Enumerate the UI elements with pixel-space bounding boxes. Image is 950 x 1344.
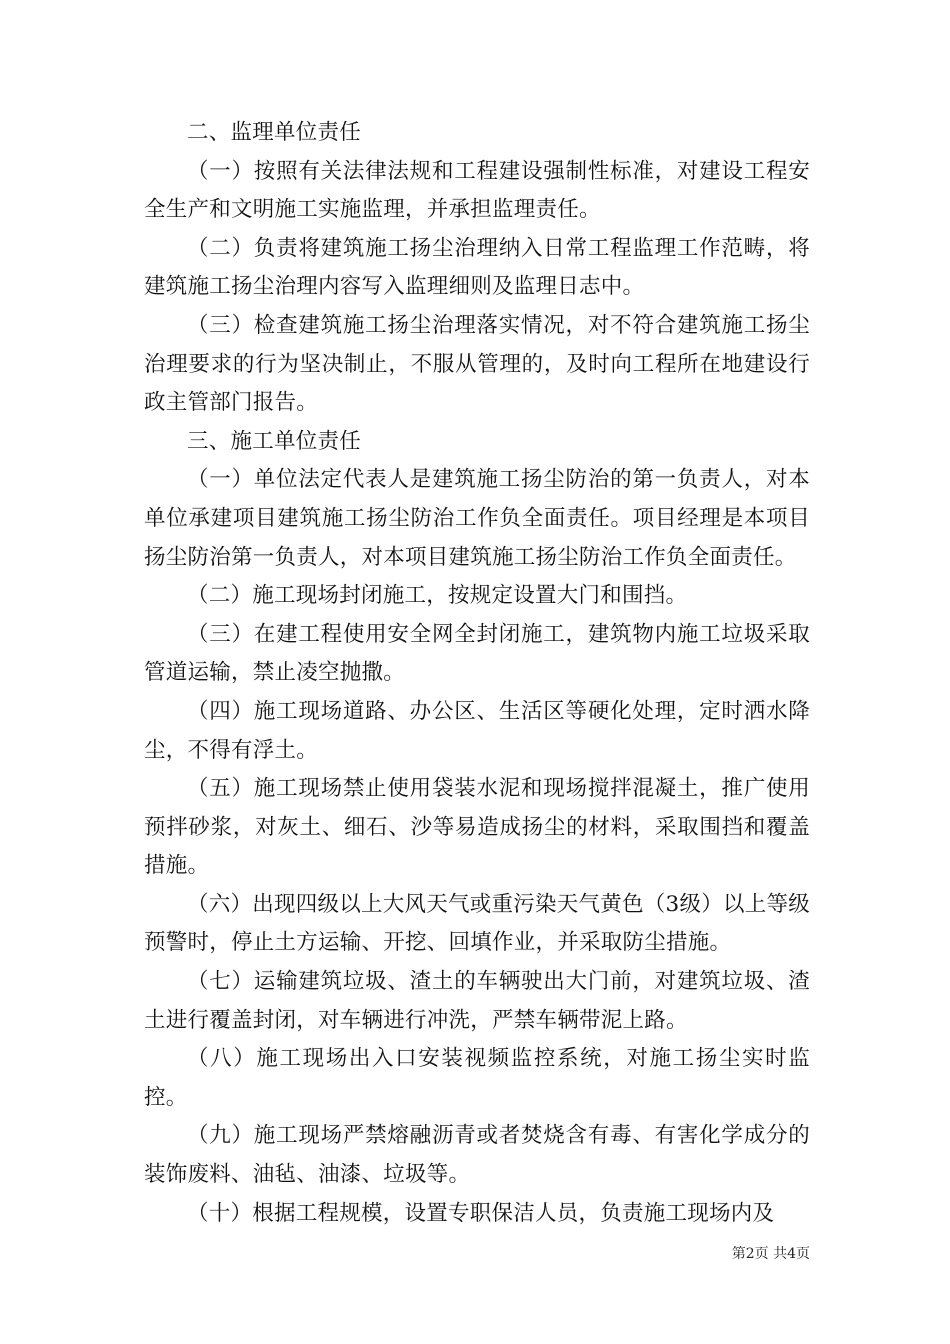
paragraph: （三）在建工程使用安全网全封闭施工，建筑物内施工垃圾采取管道运输，禁止凌空抛撒。 bbox=[144, 621, 810, 686]
paragraph: （五）施工现场禁止使用袋装水泥和现场搅拌混凝土，推广使用预拌砂浆，对灰土、细石、沙等易造成扬尘的材料，采取围挡和覆盖措施。 bbox=[144, 776, 810, 879]
paragraph: （一）单位法定代表人是建筑施工扬尘防治的第一负责人，对本单位承建项目建筑施工扬尘防治工作负全面责任。项目经理是本项目扬尘防治第一负责人，对本项目建筑施工扬尘防治工作负全面责任。 bbox=[144, 467, 810, 570]
paragraph: （十）根据工程规模，设置专职保洁人员，负责施工现场内及 bbox=[187, 1200, 775, 1226]
paragraph: （六）出现四级以上大风天气或重污染天气黄色（3级）以上等级预警时，停止土方运输、开挖、回填作业，并采取防尘措施。 bbox=[144, 891, 810, 956]
paragraph: （七）运输建筑垃圾、渣土的车辆驶出大门前，对建筑垃圾、渣土进行覆盖封闭，对车辆进行冲洗，严禁车辆带泥上路。 bbox=[144, 969, 810, 1033]
paragraph: （八）施工现场出入口安装视频监控系统，对施工扬尘实时监控。 bbox=[144, 1046, 810, 1110]
paragraph: （四）施工现场道路、办公区、生活区等硬化处理，定时洒水降尘，不得有浮土。 bbox=[144, 698, 810, 763]
section-heading-construction: 三、施工单位责任 bbox=[187, 428, 362, 454]
paragraph: （二）施工现场封闭施工，按规定设置大门和围挡。 bbox=[187, 583, 688, 609]
paragraph: （一）按照有关法律法规和工程建设强制性标准，对建设工程安全生产和文明施工实施监理，并承担监理责任。 bbox=[144, 158, 810, 223]
document-body bbox=[144, 114, 810, 1233]
section-heading-supervision: 二、监理单位责任 bbox=[187, 120, 362, 145]
page-number: 第2页 共4页 bbox=[731, 1246, 810, 1262]
paragraph: （二）负责将建筑施工扬尘治理纳入日常工程监理工作范畴，将建筑施工扬尘治理内容写入监理细则及监理日志中。 bbox=[144, 235, 810, 300]
paragraph: （九）施工现场严禁熔融沥青或者焚烧含有毒、有害化学成分的装饰废料、油毡、油漆、垃圾等。 bbox=[144, 1123, 810, 1188]
paragraph: （三）检查建筑施工扬尘治理落实情况，对不符合建筑施工扬尘治理要求的行为坚决制止，不服从管理的，及时向工程所在地建设行政主管部门报告。 bbox=[144, 312, 810, 416]
